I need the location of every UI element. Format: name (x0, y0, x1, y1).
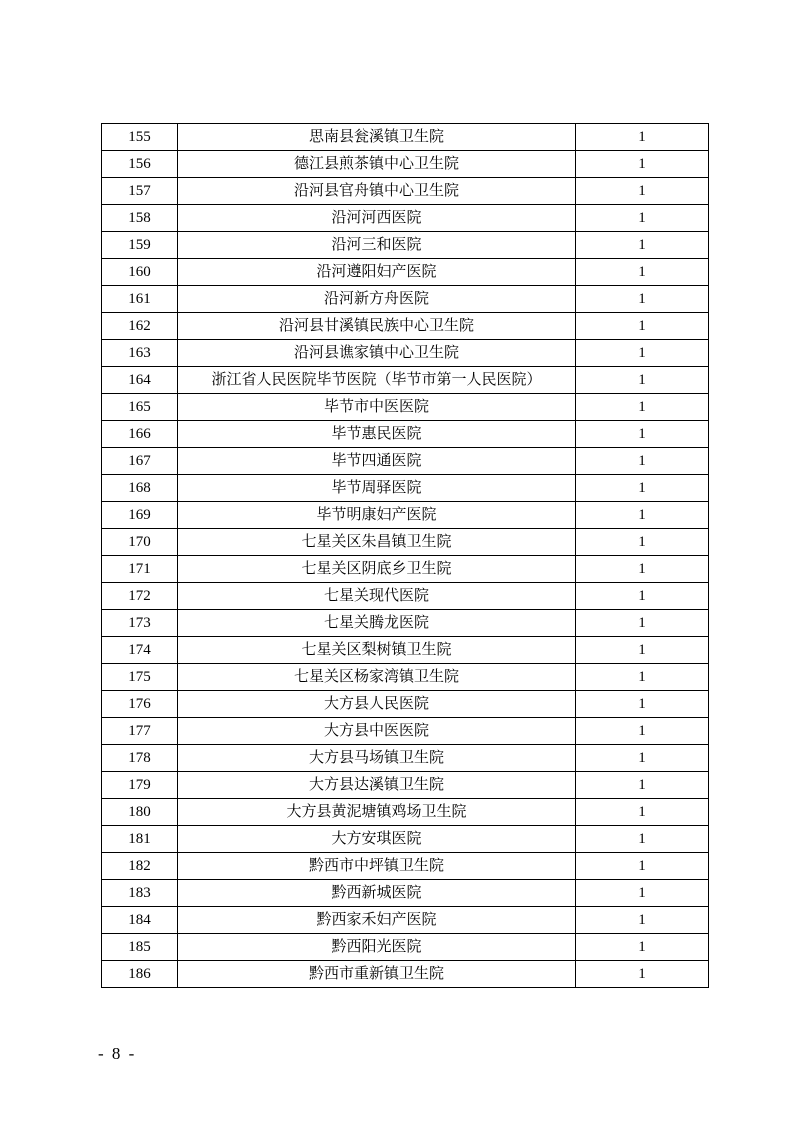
table-row (102, 313, 709, 340)
hospital-name-cell: 沿河河西医院 (178, 205, 576, 232)
count-cell: 1 (576, 718, 709, 745)
table-row (102, 664, 709, 691)
row-number-cell: 156 (102, 151, 178, 178)
hospital-name-cell: 黔西市重新镇卫生院 (178, 961, 576, 988)
row-number-cell: 158 (102, 205, 178, 232)
row-number-cell: 185 (102, 934, 178, 961)
row-number-cell: 177 (102, 718, 178, 745)
table-row (102, 475, 709, 502)
count-cell: 1 (576, 907, 709, 934)
row-number-cell: 179 (102, 772, 178, 799)
row-number-cell: 181 (102, 826, 178, 853)
row-number-cell: 170 (102, 529, 178, 556)
row-number-cell: 168 (102, 475, 178, 502)
hospital-name-cell: 七星关现代医院 (178, 583, 576, 610)
table-row (102, 880, 709, 907)
row-number-cell: 176 (102, 691, 178, 718)
table-row (102, 907, 709, 934)
count-cell: 1 (576, 880, 709, 907)
hospital-name-cell: 毕节明康妇产医院 (178, 502, 576, 529)
row-number-cell: 162 (102, 313, 178, 340)
table-row (102, 178, 709, 205)
count-cell: 1 (576, 961, 709, 988)
table-row (102, 691, 709, 718)
table-row (102, 745, 709, 772)
row-number-cell: 174 (102, 637, 178, 664)
table-row (102, 961, 709, 988)
table-row (102, 718, 709, 745)
count-cell: 1 (576, 151, 709, 178)
row-number-cell: 160 (102, 259, 178, 286)
count-cell: 1 (576, 124, 709, 151)
count-cell: 1 (576, 745, 709, 772)
table-row (102, 853, 709, 880)
count-cell: 1 (576, 367, 709, 394)
hospital-name-cell: 大方县中医医院 (178, 718, 576, 745)
table-row (102, 232, 709, 259)
table-row (102, 421, 709, 448)
hospital-table-body (102, 124, 709, 988)
row-number-cell: 178 (102, 745, 178, 772)
count-cell: 1 (576, 259, 709, 286)
row-number-cell: 183 (102, 880, 178, 907)
row-number-cell: 175 (102, 664, 178, 691)
hospital-name-cell: 七星关区杨家湾镇卫生院 (178, 664, 576, 691)
row-number-cell: 172 (102, 583, 178, 610)
hospital-name-cell: 七星关区梨树镇卫生院 (178, 637, 576, 664)
table-row (102, 529, 709, 556)
count-cell: 1 (576, 529, 709, 556)
table-row (102, 556, 709, 583)
row-number-cell: 182 (102, 853, 178, 880)
table-row (102, 934, 709, 961)
hospital-name-cell: 浙江省人民医院毕节医院（毕节市第一人民医院） (178, 367, 576, 394)
table-row (102, 340, 709, 367)
row-number-cell: 169 (102, 502, 178, 529)
row-number-cell: 159 (102, 232, 178, 259)
count-cell: 1 (576, 394, 709, 421)
row-number-cell: 184 (102, 907, 178, 934)
hospital-name-cell: 黔西家禾妇产医院 (178, 907, 576, 934)
row-number-cell: 155 (102, 124, 178, 151)
hospital-name-cell: 沿河新方舟医院 (178, 286, 576, 313)
table-row (102, 286, 709, 313)
hospital-name-cell: 毕节市中医医院 (178, 394, 576, 421)
row-number-cell: 165 (102, 394, 178, 421)
table-row (102, 772, 709, 799)
row-number-cell: 180 (102, 799, 178, 826)
table-row (102, 826, 709, 853)
table-row (102, 610, 709, 637)
row-number-cell: 167 (102, 448, 178, 475)
count-cell: 1 (576, 826, 709, 853)
row-number-cell: 164 (102, 367, 178, 394)
table-row (102, 799, 709, 826)
hospital-name-cell: 七星关区朱昌镇卫生院 (178, 529, 576, 556)
hospital-name-cell: 大方县黄泥塘镇鸡场卫生院 (178, 799, 576, 826)
hospital-name-cell: 毕节四通医院 (178, 448, 576, 475)
hospital-name-cell: 毕节周驿医院 (178, 475, 576, 502)
table-row (102, 205, 709, 232)
hospital-name-cell: 思南县瓮溪镇卫生院 (178, 124, 576, 151)
table-row (102, 394, 709, 421)
row-number-cell: 171 (102, 556, 178, 583)
hospital-name-cell: 七星关腾龙医院 (178, 610, 576, 637)
hospital-table (101, 123, 709, 988)
row-number-cell: 157 (102, 178, 178, 205)
hospital-name-cell: 德江县煎茶镇中心卫生院 (178, 151, 576, 178)
table-row (102, 367, 709, 394)
hospital-name-cell: 七星关区阴底乡卫生院 (178, 556, 576, 583)
table-row (102, 151, 709, 178)
count-cell: 1 (576, 313, 709, 340)
count-cell: 1 (576, 772, 709, 799)
count-cell: 1 (576, 583, 709, 610)
row-number-cell: 161 (102, 286, 178, 313)
count-cell: 1 (576, 421, 709, 448)
hospital-name-cell: 大方县马场镇卫生院 (178, 745, 576, 772)
count-cell: 1 (576, 799, 709, 826)
row-number-cell: 166 (102, 421, 178, 448)
count-cell: 1 (576, 853, 709, 880)
hospital-name-cell: 沿河县官舟镇中心卫生院 (178, 178, 576, 205)
table-row (102, 259, 709, 286)
count-cell: 1 (576, 556, 709, 583)
hospital-name-cell: 黔西阳光医院 (178, 934, 576, 961)
table-row (102, 583, 709, 610)
count-cell: 1 (576, 610, 709, 637)
hospital-name-cell: 黔西新城医院 (178, 880, 576, 907)
table-row (102, 124, 709, 151)
count-cell: 1 (576, 637, 709, 664)
count-cell: 1 (576, 178, 709, 205)
row-number-cell: 186 (102, 961, 178, 988)
hospital-name-cell: 沿河县谯家镇中心卫生院 (178, 340, 576, 367)
hospital-name-cell: 毕节惠民医院 (178, 421, 576, 448)
count-cell: 1 (576, 475, 709, 502)
hospital-name-cell: 大方安琪医院 (178, 826, 576, 853)
count-cell: 1 (576, 286, 709, 313)
count-cell: 1 (576, 934, 709, 961)
hospital-name-cell: 沿河遵阳妇产医院 (178, 259, 576, 286)
count-cell: 1 (576, 664, 709, 691)
table-row (102, 637, 709, 664)
row-number-cell: 173 (102, 610, 178, 637)
hospital-name-cell: 沿河县甘溪镇民族中心卫生院 (178, 313, 576, 340)
count-cell: 1 (576, 448, 709, 475)
count-cell: 1 (576, 691, 709, 718)
table-row (102, 502, 709, 529)
count-cell: 1 (576, 502, 709, 529)
count-cell: 1 (576, 232, 709, 259)
count-cell: 1 (576, 205, 709, 232)
hospital-name-cell: 大方县达溪镇卫生院 (178, 772, 576, 799)
hospital-name-cell: 大方县人民医院 (178, 691, 576, 718)
hospital-name-cell: 沿河三和医院 (178, 232, 576, 259)
row-number-cell: 163 (102, 340, 178, 367)
table-row (102, 448, 709, 475)
count-cell: 1 (576, 340, 709, 367)
hospital-name-cell: 黔西市中坪镇卫生院 (178, 853, 576, 880)
page-number: - 8 - (98, 1044, 137, 1063)
